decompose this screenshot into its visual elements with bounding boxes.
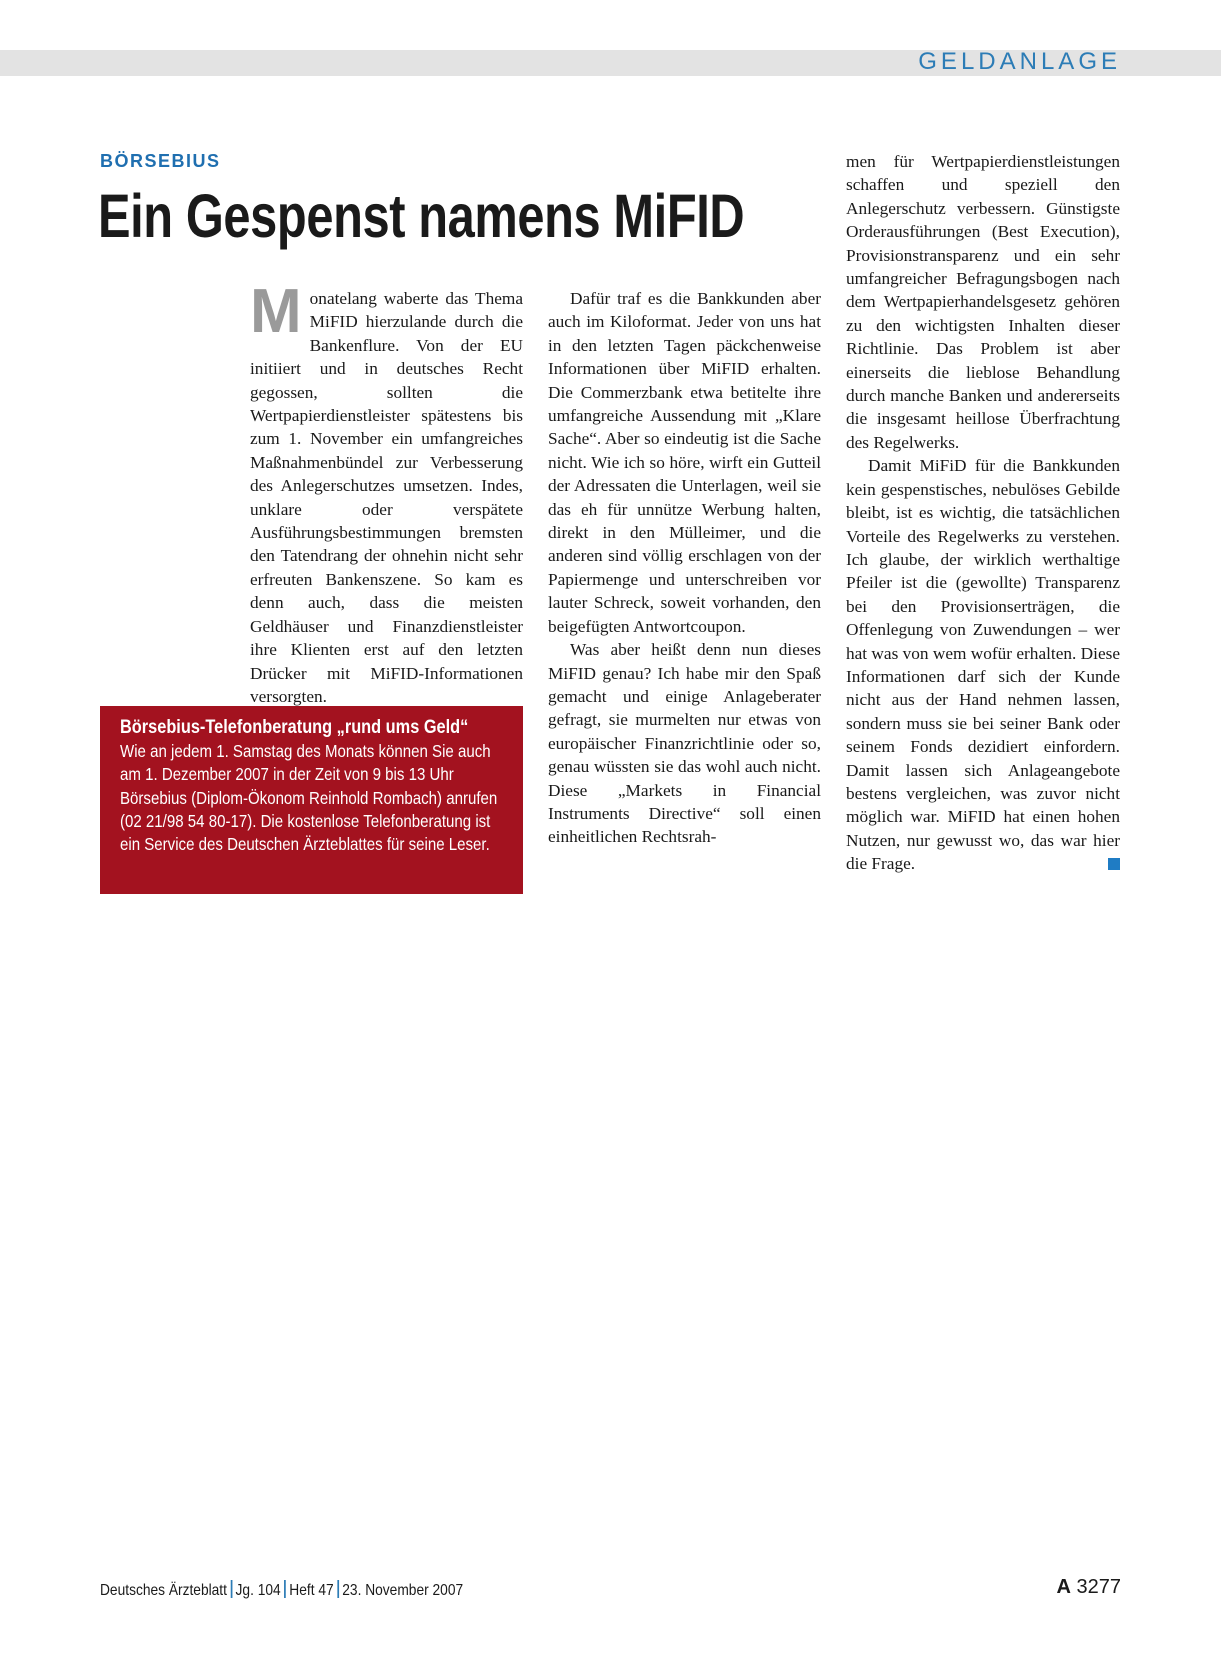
volume: Jg. 104 — [235, 1582, 281, 1599]
drop-cap: M — [250, 277, 302, 346]
section-label: GELDANLAGE — [918, 48, 1121, 75]
article-headline: Ein Gespenst namens MiFID — [98, 182, 745, 250]
article-column-2 — [548, 287, 821, 849]
end-of-article-square-icon — [1108, 858, 1120, 870]
page-prefix: A — [1056, 1576, 1071, 1598]
paragraph: men für Wertpapierdienstleistungen schaffen und speziell den Anlegerschutz verbessern. Günstigste Orderausführungen (Best Execution), Provisionstransparenz und ein sehr umfangreicher Befragungsbogen nach dem Wertpapierhandelsgesetz gehören zu den wichtigsten Inhalten dieser Richtlinie. Das Problem ist aber einerseits die lieblose Behandlung durch manche Banken und andererseits die insgesamt heillose Überfrachtung des Regelwerks. — [846, 152, 1120, 452]
footer-citation — [100, 1580, 463, 1600]
page-number — [1056, 1576, 1121, 1599]
paragraph — [846, 454, 1120, 875]
article-column-1 — [250, 277, 523, 708]
issue: Heft 47 — [289, 1582, 334, 1599]
info-box-title: Börsebius-Telefonberatung „rund ums Geld“ — [120, 717, 469, 738]
divider — [337, 1580, 339, 1598]
divider — [284, 1580, 286, 1598]
divider — [230, 1580, 232, 1598]
journal-name: Deutsches Ärzteblatt — [100, 1582, 227, 1599]
article-kicker: BÖRSEBIUS — [100, 151, 221, 171]
article-column-3 — [846, 150, 1120, 876]
paragraph: Was aber heißt denn nun dieses MiFID genau? Ich habe mir den Spaß gemacht und einige Anlageberater gefragt, sie murmelten nur etwas von europäischer Finanzrichtlinie oder so, genau wüssten sie das wohl auch nicht. Diese „Markets in Financial Instruments Directive“ soll einen einheitlichen Rechtsrah- — [548, 640, 821, 847]
issue-date: 23. November 2007 — [342, 1582, 464, 1599]
paragraph-text: Damit MiFiD für die Bankkunden kein gespenstisches, nebulöses Gebilde bleibt, ist es wichtig, die tatsächlichen Vorteile des Regelwerks zu verstehen. Ich glaube, der wirklich werthaltige Pfeiler ist die (gewollte) Transparenz bei den Provisionserträgen, die Offenlegung von Zuwendungen – wer hat was von wem wofür erhalten. Diese Informationen darf sich der Kunde nicht aus der Hand nehmen lassen, sondern muss sie bei seiner Bank oder seinem Fonds dezidiert einfordern. Damit lassen sich Anlageangebote bestens vergleichen, was zuvor nicht möglich war. MiFID hat einen hohen Nutzen, nur gewusst wo, das war hier die Frage. — [846, 456, 1121, 874]
info-box-telefonberatung — [100, 706, 523, 894]
paragraph — [250, 277, 523, 708]
page-number-value: 3277 — [1076, 1576, 1121, 1598]
paragraph-text: onatelang waberte das Thema MiFID hierzulande durch die Bankenflure. Von der EU initiiert und in deutsches Recht gegossen, sollten die Wertpapierdienstleister spätestens bis zum 1. November ein umfangreiches Maßnahmenbündel zur Verbesserung des Anlegerschutzes umsetzen. Indes, unklare oder verspätete Ausführungsbestimmungen bremsten den Tatendrang der ohnehin nicht sehr erfreuten Bankenszene. So kam es denn auch, dass die meisten Geldhäuser und Finanzdienstleister ihre Klienten erst auf den letzten Drücker mit MiFID-Informationen versorgten. — [250, 289, 523, 706]
info-box-text: Wie an jedem 1. Samstag des Monats können Sie auch am 1. Dezember 2007 in der Zeit von 9 bis 13 Uhr Börsebius (Diplom-Ökonom Reinhold Rombach) anrufen (02 21/98 54 80-17). Die kostenlose Telefonberatung ist ein Service des Deutschen Ärzteblattes für seine Leser. — [120, 741, 498, 855]
paragraph: Dafür traf es die Bankkunden aber auch im Kiloformat. Jeder von uns hat in den letzten Tagen päckchenweise Informationen über MiFID erhalten. Die Commerzbank etwa betitelte ihre umfangreiche Aussendung mit „Klare Sache“. Aber so eindeutig ist die Sache nicht. Wie ich so höre, wirft ein Gutteil der Adressaten die Unterlagen, weil sie das eh für unnütze Werbung halten, direkt in den Mülleimer, und die anderen sind völlig erschlagen von der Papiermenge und unterschreiben vor lauter Schreck, soweit vorhanden, den beigefügten Antwortcoupon. — [548, 289, 821, 636]
